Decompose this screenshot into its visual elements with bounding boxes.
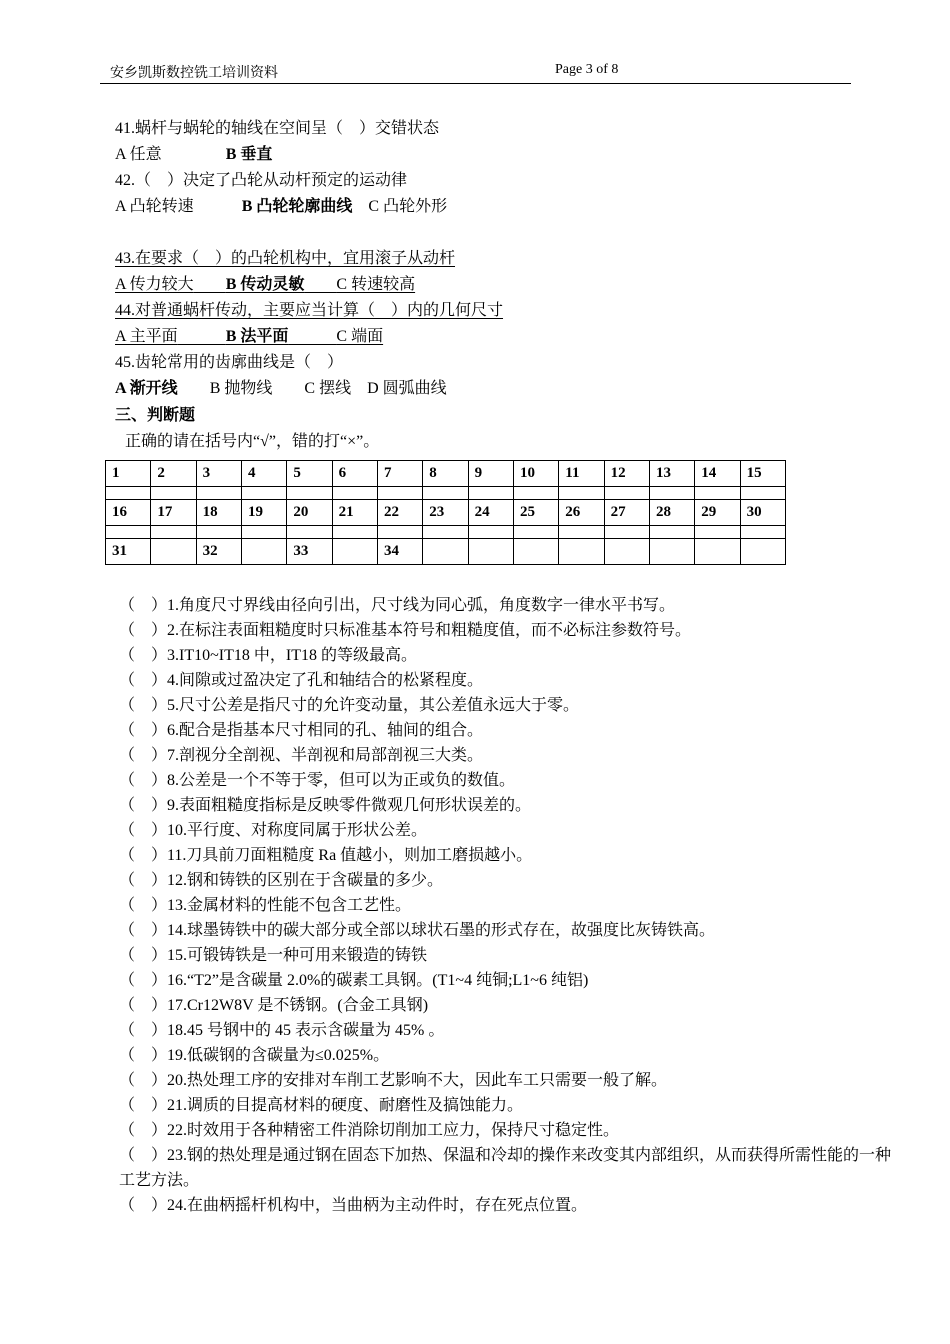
- answer-cell: [377, 487, 422, 500]
- answer-grid: [105, 460, 786, 565]
- question-text: [194, 198, 242, 215]
- answer-cell: [740, 539, 785, 565]
- statement-item: （ ）16.“T2”是含碳量 2.0%的碳素工具钢。(T1~4 纯铜;L1~6 纯铝): [119, 972, 589, 989]
- question-text: A 凸轮转速: [115, 198, 194, 215]
- question-text: [178, 380, 210, 397]
- question-line: [115, 376, 895, 402]
- question-line: [115, 272, 895, 298]
- question-number-cell: 13: [649, 461, 694, 487]
- question-number-cell: 31: [106, 539, 151, 565]
- answer-cell: [740, 526, 785, 539]
- correct-answer-option: B 传动灵敏: [225, 276, 305, 293]
- question-text: 42.（ ）决定了凸轮从动杆预定的运动律: [115, 172, 408, 189]
- question-number-cell: 28: [649, 500, 694, 526]
- answer-cell: [151, 539, 196, 565]
- question-text: C 摆线: [304, 380, 352, 397]
- question-number-cell: 15: [740, 461, 785, 487]
- statement-item: （ ）8.公差是一个不等于零，但可以为正或负的数值。: [119, 772, 516, 789]
- correct-answer-option: B 垂直: [225, 146, 273, 163]
- answer-cell: [151, 526, 196, 539]
- correct-answer-option: A 渐开线: [115, 380, 178, 397]
- question-number-cell: 34: [377, 539, 422, 565]
- statement-item: （ ）15.可锻铸铁是一种可用来锻造的铸铁: [119, 947, 428, 964]
- answer-cell: [649, 487, 694, 500]
- statement-item: （ ）7.剖视分全剖视、半剖视和局部剖视三大类。: [119, 747, 484, 764]
- answer-cell: [695, 526, 740, 539]
- question-number-cell: 14: [695, 461, 740, 487]
- question-number-cell: 12: [604, 461, 649, 487]
- question-line: [115, 324, 895, 350]
- header-title: 安乡凯斯数控铣工培训资料: [110, 66, 278, 81]
- question-line: [115, 194, 895, 220]
- question-number-cell: 33: [287, 539, 332, 565]
- header-page-number: Page 3 of 8: [555, 62, 619, 77]
- question-number-cell: 10: [513, 461, 558, 487]
- question-number-cell: 22: [377, 500, 422, 526]
- statement-item: （ ）18.45 号钢中的 45 表示含碳量为 45% 。: [119, 1022, 445, 1039]
- answer-cell: [559, 539, 604, 565]
- page-header: [100, 58, 851, 84]
- statement-item: （ ）21.调质的目提高材料的硬度、耐磨性及搞蚀能力。: [119, 1097, 524, 1114]
- answer-grid-row: [106, 539, 786, 565]
- question-text: [272, 380, 304, 397]
- answer-cell: [106, 526, 151, 539]
- question-number-cell: 9: [468, 461, 513, 487]
- question-number-cell: 8: [423, 461, 468, 487]
- question-number-cell: 16: [106, 500, 151, 526]
- question-number-cell: 1: [106, 461, 151, 487]
- answer-cell: [332, 526, 377, 539]
- answer-cell: [241, 539, 286, 565]
- answer-cell: [241, 487, 286, 500]
- answer-cell: [151, 487, 196, 500]
- question-text: [178, 328, 226, 345]
- answer-grid-row: [106, 526, 786, 539]
- answer-cell: [513, 487, 558, 500]
- answer-cell: [604, 526, 649, 539]
- statement-item: （ ）9.表面粗糙度指标是反映零件微观几何形状误差的。: [119, 797, 532, 814]
- answer-cell: [649, 526, 694, 539]
- answer-cell: [559, 487, 604, 500]
- answer-cell: [423, 526, 468, 539]
- question-number-cell: 7: [377, 461, 422, 487]
- statement-item: （ ）10.平行度、对称度同属于形状公差。: [119, 822, 428, 839]
- question-line: [115, 116, 895, 142]
- answer-grid-row: [106, 461, 786, 487]
- answer-cell: [196, 487, 241, 500]
- question-number-cell: 27: [604, 500, 649, 526]
- statement-item: （ ）1.角度尺寸界线由径向引出，尺寸线为同心弧，角度数字一律水平书写。: [119, 597, 676, 614]
- answer-cell: [106, 487, 151, 500]
- question-text: 45.齿轮常用的齿廓曲线是（ ）: [115, 354, 344, 371]
- answer-cell: [649, 539, 694, 565]
- answer-cell: [604, 539, 649, 565]
- statement-item: （ ）20.热处理工序的安排对车削工艺影响不大，因此车工只需要一般了解。: [119, 1072, 668, 1089]
- question-text: [352, 198, 368, 215]
- question-text: [351, 380, 367, 397]
- question-number-cell: 6: [332, 461, 377, 487]
- question-number-cell: 21: [332, 500, 377, 526]
- statements-list: [115, 593, 895, 1218]
- answer-cell: [287, 526, 332, 539]
- statement-item: （ ）23.钢的热处理是通过钢在固态下加热、保温和冷却的操作来改变其内部组织，从而获得所需性能的一种工艺方法。: [119, 1147, 892, 1189]
- question-text: A 任意: [115, 146, 162, 163]
- question-number-cell: 23: [423, 500, 468, 526]
- question-number-cell: 24: [468, 500, 513, 526]
- question-line: [115, 142, 895, 168]
- question-line: [115, 350, 895, 376]
- answer-grid-body: [106, 461, 786, 565]
- question-number-cell: 5: [287, 461, 332, 487]
- question-text: 44.对普通蜗杆传动，主要应当计算（ ）内的几何尺寸: [115, 302, 504, 319]
- document-content: [112, 116, 895, 1218]
- question-number-cell: 17: [151, 500, 196, 526]
- statement-item: （ ）22.时效用于各种精密工件消除切削加工应力，保持尺寸稳定性。: [119, 1122, 620, 1139]
- answer-cell: [468, 487, 513, 500]
- question-text: [162, 146, 226, 163]
- blank-line: [115, 220, 895, 246]
- answer-cell: [332, 539, 377, 565]
- question-number-cell: 26: [559, 500, 604, 526]
- question-text: [194, 276, 226, 293]
- question-text: [288, 328, 336, 345]
- question-number-cell: 29: [695, 500, 740, 526]
- statement-item: （ ）14.球墨铸铁中的碳大部分或全部以球状石墨的形式存在，故强度比灰铸铁高。: [119, 922, 716, 939]
- question-number-cell: 4: [241, 461, 286, 487]
- statement-item: （ ）24.在曲柄摇杆机构中，当曲柄为主动件时，存在死点位置。: [119, 1197, 588, 1214]
- statement-item: （ ）19.低碳钢的含碳量为≤0.025%。: [119, 1047, 390, 1064]
- question-text: A 传力较大: [115, 276, 194, 293]
- question-text: B 抛物线: [209, 380, 273, 397]
- answer-cell: [196, 526, 241, 539]
- question-number-cell: 19: [241, 500, 286, 526]
- answer-cell: [468, 526, 513, 539]
- statement-item: （ ）6.配合是指基本尺寸相同的孔、轴间的组合。: [119, 722, 484, 739]
- question-text: [304, 276, 336, 293]
- answer-cell: [423, 539, 468, 565]
- answer-cell: [513, 526, 558, 539]
- answer-cell: [241, 526, 286, 539]
- answer-grid-row: [106, 500, 786, 526]
- true-false-instructions: 正确的请在括号内“√”，错的打“×”。: [125, 433, 380, 450]
- answer-cell: [604, 487, 649, 500]
- question-number-cell: 3: [196, 461, 241, 487]
- answer-cell: [287, 487, 332, 500]
- question-text: A 主平面: [115, 328, 178, 345]
- true-false-section-heading: 三、判断题: [115, 407, 196, 424]
- question-line: [115, 246, 895, 272]
- question-text: D 圆弧曲线: [367, 380, 447, 397]
- question-text: C 端面: [336, 328, 384, 345]
- answer-cell: [377, 526, 422, 539]
- question-line: [115, 298, 895, 324]
- statement-item: （ ）12.钢和铸铁的区别在于含碳量的多少。: [119, 872, 444, 889]
- statement-item: （ ）11.刀具前刀面粗糙度 Ra 值越小，则加工磨损越小。: [119, 847, 533, 864]
- answer-cell: [695, 539, 740, 565]
- answer-cell: [423, 487, 468, 500]
- question-number-cell: 18: [196, 500, 241, 526]
- question-number-cell: 25: [513, 500, 558, 526]
- question-number-cell: 32: [196, 539, 241, 565]
- statement-item: （ ）4.间隙或过盈决定了孔和轴结合的松紧程度。: [119, 672, 484, 689]
- correct-answer-option: B 法平面: [225, 328, 289, 345]
- question-text: C 转速较高: [336, 276, 416, 293]
- answer-cell: [468, 539, 513, 565]
- answer-cell: [559, 526, 604, 539]
- question-text: 43.在要求（ ）的凸轮机构中，宜用滚子从动杆: [115, 250, 456, 267]
- multiple-choice-section: [115, 116, 895, 402]
- answer-grid-row: [106, 487, 786, 500]
- answer-cell: [740, 487, 785, 500]
- question-number-cell: 30: [740, 500, 785, 526]
- answer-cell: [695, 487, 740, 500]
- question-line: [115, 168, 895, 194]
- question-text: C 凸轮外形: [368, 198, 448, 215]
- question-number-cell: 2: [151, 461, 196, 487]
- statement-item: （ ）2.在标注表面粗糙度时只标准基本符号和粗糙度值，而不必标注参数符号。: [119, 622, 692, 639]
- statement-item: （ ）5.尺寸公差是指尺寸的允许变动量，其公差值永远大于零。: [119, 697, 580, 714]
- correct-answer-option: B 凸轮轮廓曲线: [241, 198, 353, 215]
- question-text: 41.蜗杆与蜗轮的轴线在空间呈（ ）交错状态: [115, 120, 440, 137]
- answer-cell: [332, 487, 377, 500]
- statement-item: （ ）17.Cr12W8V 是不锈钢。(合金工具钢): [119, 997, 429, 1014]
- statement-item: （ ）13.金属材料的性能不包含工艺性。: [119, 897, 412, 914]
- question-number-cell: 11: [559, 461, 604, 487]
- question-number-cell: 20: [287, 500, 332, 526]
- answer-cell: [513, 539, 558, 565]
- statement-item: （ ）3.IT10~IT18 中，IT18 的等级最高。: [119, 647, 417, 664]
